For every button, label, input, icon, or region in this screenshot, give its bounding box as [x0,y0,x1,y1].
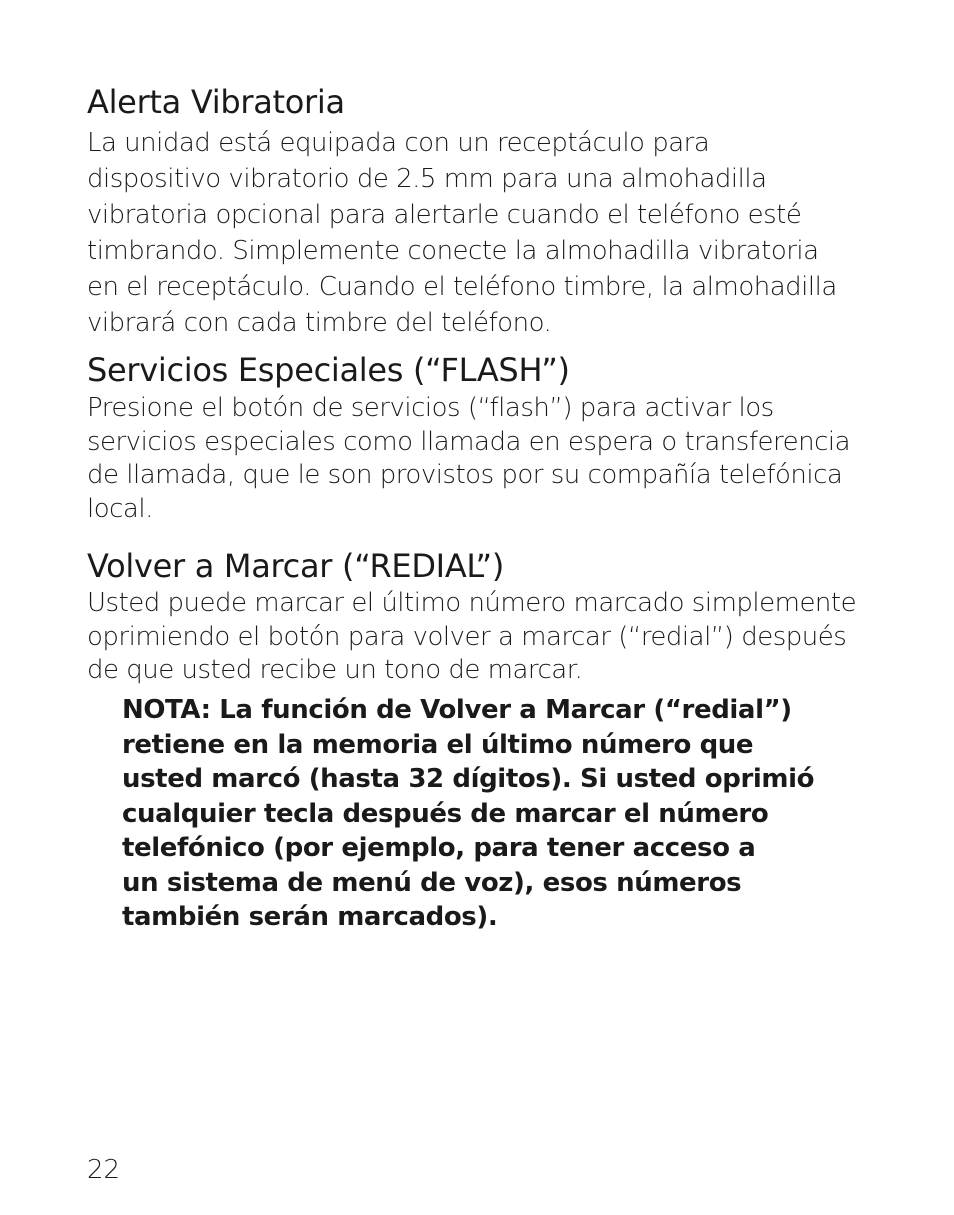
note-line: también serán marcados). [122,902,498,933]
section-title: Volver a Marcar (“REDIAL”) [87,546,504,585]
note-line: cualquier tecla después de marcar el número [122,798,769,829]
section-body [87,587,887,688]
body-line: vibratoria opcional para alertarle cuando el teléfono esté [87,200,802,230]
body-line: Presione el botón de servicios (“flash”) para activar los [87,393,774,423]
note-line: NOTA: La función de Volver a Marcar (“redial”) [122,694,792,725]
section-title: Alerta Vibratoria [87,83,345,121]
body-line: servicios especiales como llamada en espera o transferencia [87,426,851,457]
note-line: retiene en la memoria el último número que [122,729,754,760]
body-line: vibrará con cada timbre del teléfono. [87,308,552,338]
body-line: Usted puede marcar el último número marcado simplemente [87,587,857,618]
body-line: de llamada, que le son provistos por su compañía telefónica [87,460,843,491]
body-line: oprimiendo el botón para volver a marcar (“redial”) después [87,621,847,652]
note-line: telefónico (por ejemplo, para tener acceso a [122,833,756,864]
section-servicios-especiales [87,346,887,527]
body-line: local. [87,494,153,525]
body-line: de que usted recibe un tono de marcar. [87,655,583,686]
section-body [87,125,887,341]
page-number: 22 [87,1155,121,1185]
note-redial [122,693,887,935]
note-line: usted marcó (hasta 32 dígitos). Si usted oprimió [122,764,815,795]
page-content [87,78,887,935]
note-line: un sistema de menú de voz), esos números [122,867,742,898]
body-line: timbrando. Simplemente conecte la almohadilla vibratoria [87,236,819,266]
body-line: La unidad está equipada con un receptáculo para [87,128,710,158]
section-alerta-vibratoria [87,78,887,341]
section-volver-a-marcar [87,542,887,935]
body-line: en el receptáculo. Cuando el teléfono timbre, la almohadilla [87,272,837,302]
section-body [87,392,887,527]
section-title: Servicios Especiales (“FLASH”) [87,351,570,389]
body-line: dispositivo vibratorio de 2.5 mm para una almohadilla [87,164,767,194]
